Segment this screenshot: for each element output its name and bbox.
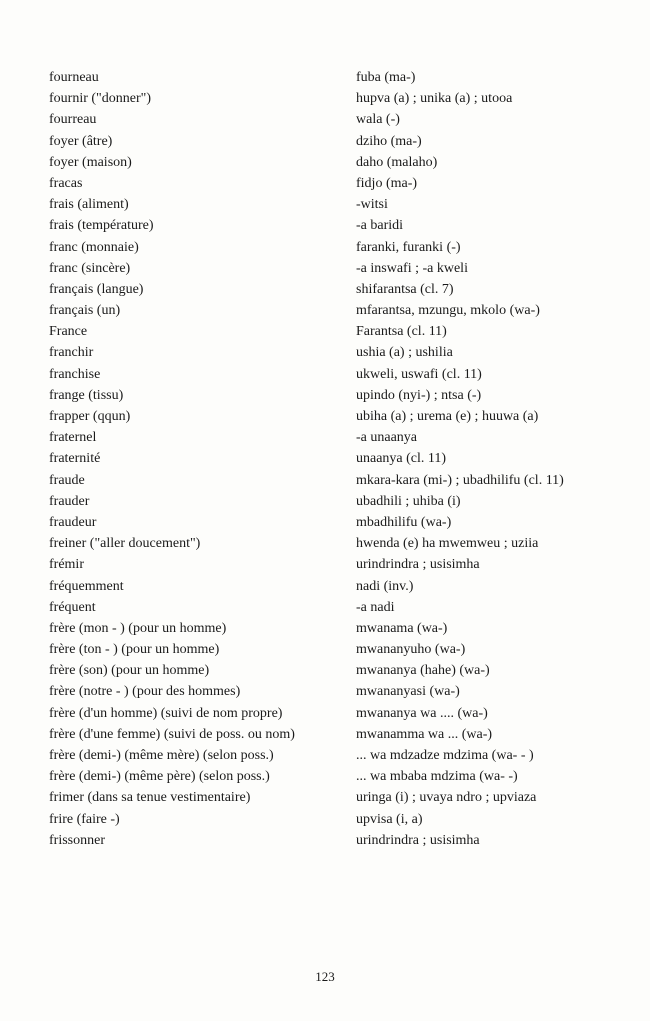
shimaore-translation: shifarantsa (cl. 7) — [356, 281, 454, 297]
shimaore-translation: fuba (ma-) — [356, 70, 416, 85]
shimaore-translation: mbadhilifu (wa-) — [356, 514, 452, 530]
shimaore-translation: -a baridi — [356, 218, 404, 234]
entry-row — [0, 448, 650, 469]
shimaore-translation: daho (malaho) — [356, 154, 438, 170]
entry-row — [0, 300, 650, 321]
french-term: frère (notre - ) (pour des hommes) — [49, 684, 241, 700]
shimaore-translation: upvisa (i, a) — [356, 811, 423, 827]
entry-row — [0, 385, 650, 406]
entry-row — [0, 427, 650, 448]
french-term: français (un) — [49, 303, 121, 319]
french-term: frais (aliment) — [49, 197, 129, 213]
shimaore-translation: wala (-) — [356, 112, 400, 128]
shimaore-translation: ... wa mdzadze mdzima (wa- - ) — [356, 748, 534, 763]
french-term: frapper (qqun) — [49, 409, 131, 424]
french-term: frère (son) (pour un homme) — [49, 663, 210, 679]
shimaore-translation: mwananya wa .... (wa-) — [356, 705, 488, 721]
entry-row — [0, 109, 650, 130]
entry-row — [0, 67, 650, 88]
entry-row — [0, 681, 650, 702]
entry-row — [0, 597, 650, 618]
french-term: fraternel — [49, 430, 97, 446]
french-term: français (langue) — [49, 281, 144, 297]
french-term: frauder — [49, 493, 90, 509]
shimaore-translation: ukweli, uswafi (cl. 11) — [356, 366, 482, 382]
shimaore-translation: uringa (i) ; uvaya ndro ; upviaza — [356, 790, 537, 806]
french-term: frémir — [49, 557, 84, 573]
entry-row — [0, 491, 650, 512]
shimaore-translation: mwanamma wa ... (wa-) — [356, 726, 493, 742]
french-term: franc (monnaie) — [49, 239, 139, 255]
french-term: frère (ton - ) (pour un homme) — [49, 642, 220, 658]
entry-row — [0, 724, 650, 745]
shimaore-translation: -a unaanya — [356, 430, 418, 446]
entry-row — [0, 512, 650, 533]
french-term: freiner ("aller doucement") — [49, 536, 201, 552]
french-term: frange (tissu) — [49, 387, 124, 403]
entry-row — [0, 88, 650, 109]
entry-row — [0, 470, 650, 491]
shimaore-translation: ushia (a) ; ushilia — [356, 345, 453, 361]
french-term: fourreau — [49, 112, 97, 128]
shimaore-translation: -a nadi — [356, 599, 395, 615]
entry-row — [0, 152, 650, 173]
entry-row — [0, 237, 650, 258]
dictionary-list — [0, 67, 650, 851]
french-term: fréquent — [49, 599, 96, 615]
entry-row — [0, 787, 650, 808]
shimaore-translation: -witsi — [356, 197, 388, 213]
shimaore-translation: hwenda (e) ha mwemweu ; uziia — [356, 536, 539, 552]
entry-row — [0, 639, 650, 660]
entry-row — [0, 131, 650, 152]
entry-row — [0, 809, 650, 830]
french-term: frère (mon - ) (pour un homme) — [49, 620, 227, 636]
entry-row — [0, 533, 650, 554]
entry-row — [0, 279, 650, 300]
french-term: fracas — [49, 175, 83, 191]
shimaore-translation: -a inswafi ; -a kweli — [356, 260, 468, 276]
french-term: fraude — [49, 472, 85, 488]
entry-row — [0, 576, 650, 597]
french-term: frère (demi-) (même mère) (selon poss.) — [49, 748, 274, 763]
entry-row — [0, 766, 650, 787]
french-term: foyer (âtre) — [49, 133, 113, 149]
shimaore-translation: mwananyuho (wa-) — [356, 642, 466, 658]
entry-row — [0, 342, 650, 363]
shimaore-translation: dziho (ma-) — [356, 133, 422, 149]
shimaore-translation: mwananyasi (wa-) — [356, 684, 460, 700]
entry-row — [0, 258, 650, 279]
entry-row — [0, 194, 650, 215]
french-term: foyer (maison) — [49, 154, 132, 170]
entry-row — [0, 173, 650, 194]
shimaore-translation: unaanya (cl. 11) — [356, 451, 447, 467]
entry-row — [0, 364, 650, 385]
shimaore-translation: upindo (nyi-) ; ntsa (-) — [356, 387, 482, 403]
shimaore-translation: faranki, furanki (-) — [356, 239, 461, 255]
entry-row — [0, 406, 650, 427]
french-term: frère (demi-) (même père) (selon poss.) — [49, 769, 270, 785]
entry-row — [0, 660, 650, 681]
french-term: frimer (dans sa tenue vestimentaire) — [49, 790, 251, 806]
french-term: fraudeur — [49, 514, 97, 530]
french-term: frais (température) — [49, 218, 154, 234]
entry-row — [0, 215, 650, 236]
page-number: 123 — [315, 969, 335, 984]
shimaore-translation: ubiha (a) ; urema (e) ; huuwa (a) — [356, 409, 539, 424]
shimaore-translation: Farantsa (cl. 11) — [356, 324, 447, 340]
french-term: fournir ("donner") — [49, 91, 152, 107]
shimaore-translation: hupva (a) ; unika (a) ; utooa — [356, 91, 513, 107]
shimaore-translation: mfarantsa, mzungu, mkolo (wa-) — [356, 303, 540, 319]
entry-row — [0, 618, 650, 639]
french-term: fourneau — [49, 70, 99, 85]
french-term: fraternité — [49, 451, 101, 467]
entry-row — [0, 830, 650, 851]
entry-row — [0, 745, 650, 766]
french-term: fréquemment — [49, 578, 124, 594]
shimaore-translation: ubadhili ; uhiba (i) — [356, 493, 461, 509]
shimaore-translation: fidjo (ma-) — [356, 175, 418, 191]
entry-row — [0, 554, 650, 575]
french-term: franchise — [49, 366, 101, 382]
french-term: frère (d'un homme) (suivi de nom propre) — [49, 705, 283, 721]
french-term: France — [49, 324, 88, 340]
shimaore-translation: ... wa mbaba mdzima (wa- -) — [356, 769, 518, 785]
shimaore-translation: urindrindra ; usisimha — [356, 832, 480, 848]
french-term: frère (d'une femme) (suivi de poss. ou nom) — [49, 726, 295, 742]
entry-row — [0, 321, 650, 342]
french-term: franc (sincère) — [49, 260, 131, 276]
entry-row — [0, 703, 650, 724]
shimaore-translation: urindrindra ; usisimha — [356, 557, 480, 573]
shimaore-translation: mkara-kara (mi-) ; ubadhilifu (cl. 11) — [356, 472, 564, 488]
shimaore-translation: mwanama (wa-) — [356, 620, 448, 636]
shimaore-translation: mwananya (hahe) (wa-) — [356, 663, 490, 679]
shimaore-translation: nadi (inv.) — [356, 578, 414, 594]
french-term: frissonner — [49, 832, 105, 848]
french-term: frire (faire -) — [49, 811, 120, 827]
french-term: franchir — [49, 345, 94, 361]
